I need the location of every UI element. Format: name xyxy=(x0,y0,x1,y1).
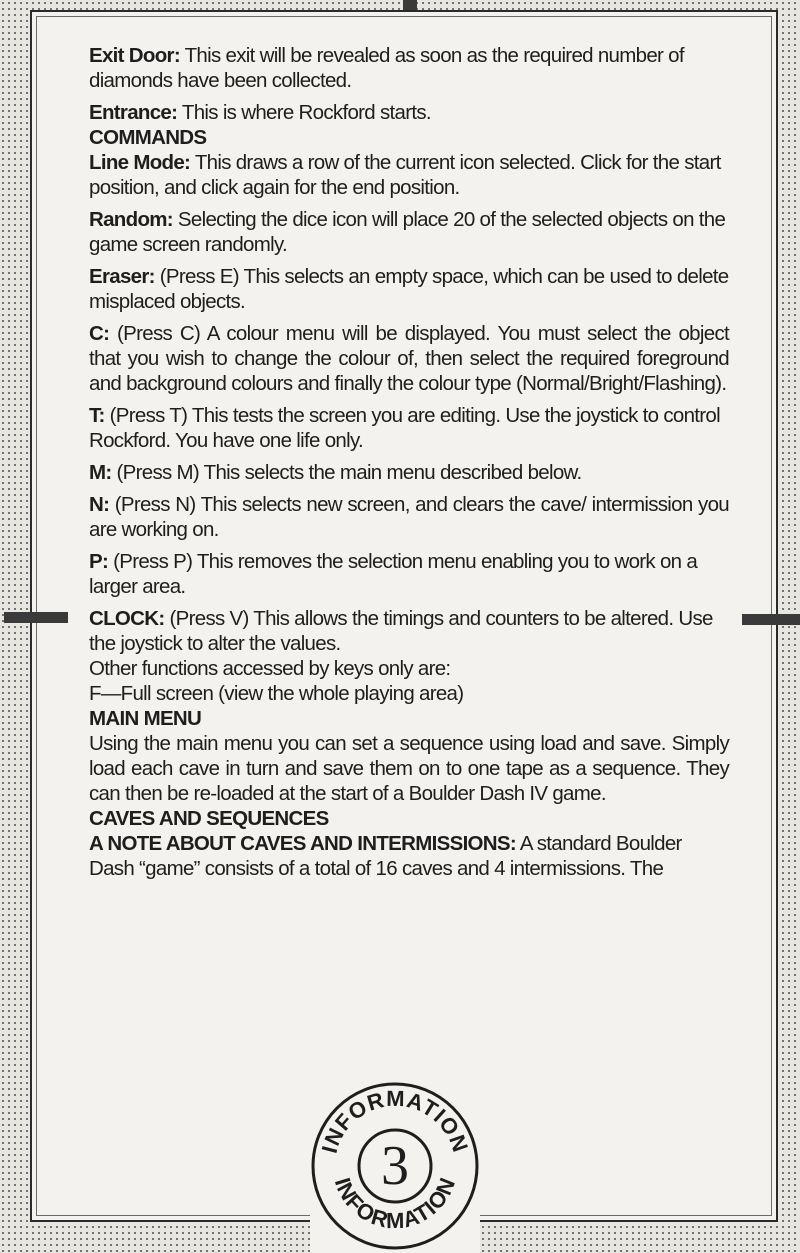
entry-text: This is where Rockford starts. xyxy=(177,101,431,124)
page-number: 3 xyxy=(381,1135,409,1197)
badge-arc-bottom-path: INFORMATION xyxy=(329,1173,461,1234)
command-colour xyxy=(89,321,729,396)
entry-exit-door xyxy=(89,43,729,93)
badge-arc-top-path: INFORMATION xyxy=(316,1085,474,1156)
full-screen-line: F—Full screen (view the whole playing area) xyxy=(89,682,464,705)
information-page-badge xyxy=(305,1080,485,1253)
command-text: (Press T) This tests the screen you are editing. Use the joystick to control Rockford. You have one life only. xyxy=(89,404,720,452)
command-text: Selecting the dice icon will place 20 of the selected objects on the game screen randomly. xyxy=(89,208,726,256)
entry-entrance xyxy=(89,100,729,125)
frame-left-marker xyxy=(4,612,68,623)
command-text: (Press N) This selects new screen, and clears the cave/ intermission you are working on. xyxy=(89,493,729,541)
frame-right-marker xyxy=(742,614,800,625)
main-menu-heading: MAIN MENU xyxy=(89,707,202,730)
entry-text: This exit will be revealed as soon as the required number of diamonds have been collected. xyxy=(89,44,684,92)
command-term: CLOCK: xyxy=(89,607,165,630)
command-term: T: xyxy=(89,404,105,427)
entry-term: Entrance: xyxy=(89,101,178,124)
command-text: This draws a row of the current icon selected. Click for the start position, and click again for the end position. xyxy=(89,151,721,199)
command-term: Line Mode: xyxy=(89,151,191,174)
command-line-mode xyxy=(89,150,729,200)
commands-heading: COMMANDS xyxy=(89,126,207,149)
command-main-menu xyxy=(89,460,729,485)
command-text: (Press C) A colour menu will be displayed. You must select the object that you wish to change the colour of, then select the required foreground and background colours and finally the colour type (Normal/Bright/Flashing). xyxy=(89,322,729,395)
entry-term: Exit Door: xyxy=(89,44,180,67)
command-term: N: xyxy=(89,493,110,516)
command-text: (Press M) This selects the main menu described below. xyxy=(111,461,582,484)
command-text: (Press V) This allows the timings and counters to be altered. Use the joystick to alter the values. xyxy=(89,607,713,655)
command-text: (Press E) This selects an empty space, which can be used to delete misplaced objects. xyxy=(89,265,729,313)
manual-text xyxy=(89,43,729,881)
command-new-screen xyxy=(89,492,729,542)
command-term: M: xyxy=(89,461,112,484)
main-menu-text: Using the main menu you can set a sequence using load and save. Simply load each cave in turn and save them on to one tape as a sequence. They can then be re-loaded at the start of a Boulder Dash IV game. xyxy=(89,732,729,805)
command-term: C: xyxy=(89,322,110,345)
note-text: A standard Boulder Dash “game” consists of a total of 16 caves and 4 intermissions. The xyxy=(89,832,682,880)
command-test xyxy=(89,403,729,453)
command-random xyxy=(89,207,729,257)
other-functions-line: Other functions accessed by keys only are: xyxy=(89,657,451,680)
command-eraser xyxy=(89,264,729,314)
note-paragraph xyxy=(89,831,729,881)
caves-heading: CAVES AND SEQUENCES xyxy=(89,807,329,830)
command-term: P: xyxy=(89,550,109,573)
command-term: Random: xyxy=(89,208,173,231)
note-term: A NOTE ABOUT CAVES AND INTERMISSIONS: xyxy=(89,832,517,855)
command-term: Eraser: xyxy=(89,265,155,288)
command-panel xyxy=(89,549,729,599)
command-clock xyxy=(89,606,729,656)
command-text: (Press P) This removes the selection menu enabling you to work on a larger area. xyxy=(89,550,698,598)
